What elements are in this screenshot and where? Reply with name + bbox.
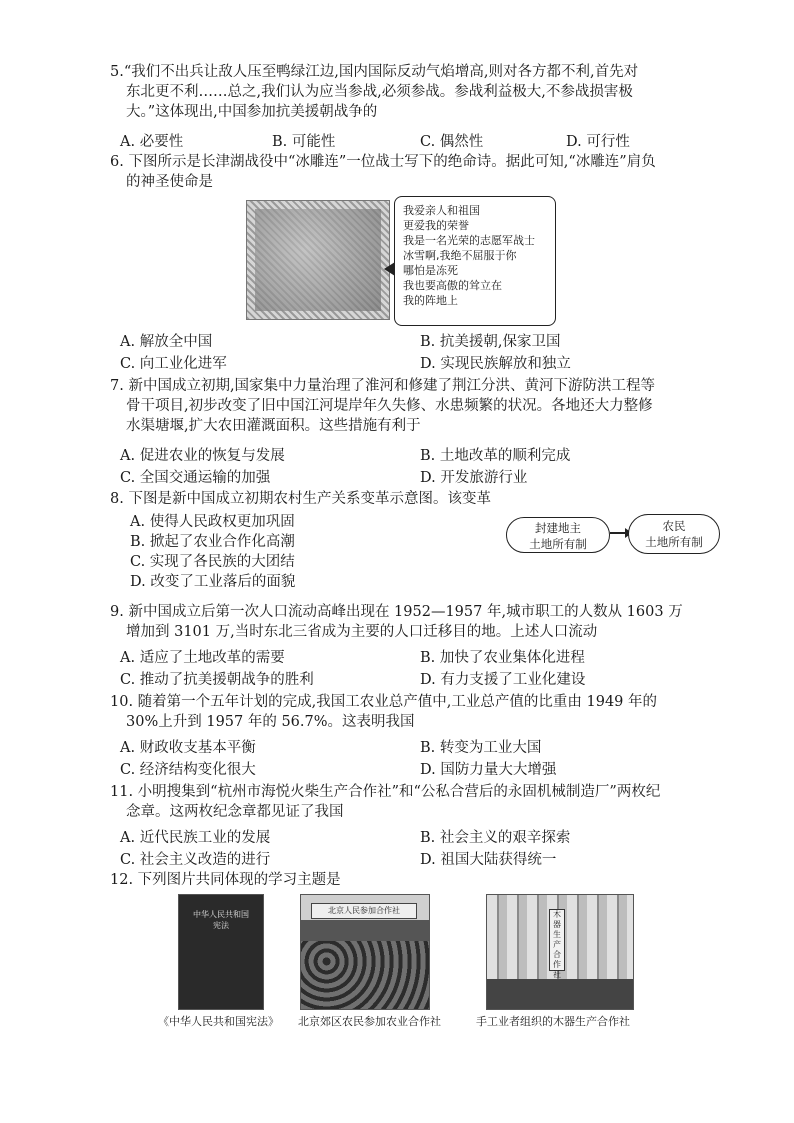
box-line: 土地所有制 bbox=[645, 535, 703, 549]
option-b[interactable]: B. 加快了农业集体化进程 bbox=[420, 650, 585, 666]
question-6-options-row1 bbox=[120, 330, 680, 350]
option-b[interactable]: B. 抗美援朝,保家卫国 bbox=[420, 334, 561, 350]
photo-sign-text: 木器生产合作社 bbox=[549, 909, 565, 971]
option-b[interactable]: B. 土地改革的顺利完成 bbox=[420, 448, 571, 464]
option-c[interactable]: C. 偶然性 bbox=[420, 134, 484, 150]
question-6 bbox=[110, 152, 710, 192]
question-8-options bbox=[130, 512, 390, 592]
poem-line: 我爱亲人和祖国 bbox=[403, 204, 480, 217]
poem-line: 冰雪啊,我绝不屈服于你 bbox=[403, 249, 517, 262]
question-9 bbox=[110, 602, 710, 642]
question-5 bbox=[110, 62, 710, 122]
woodwork-cooperative-photo bbox=[486, 894, 634, 1010]
question-9-line: 增加到 3101 万,当时东北三省成为主要的人口迁移目的地。上述人口流动 bbox=[126, 624, 598, 640]
constitution-book-photo bbox=[178, 894, 264, 1010]
caption-woodwork-cooperative: 手工业者组织的木器生产合作社 bbox=[476, 1015, 630, 1028]
question-6-line: 的神圣使命是 bbox=[126, 174, 213, 190]
poem-line: 哪怕是冻死 bbox=[403, 264, 458, 277]
option-c[interactable]: C. 实现了各民族的大团结 bbox=[130, 554, 295, 570]
book-cover-title: 宪法 bbox=[213, 921, 229, 930]
poem-line: 我也要高傲的耸立在 bbox=[403, 279, 502, 292]
question-10-options-row1 bbox=[120, 736, 680, 756]
question-11-line: 11. 小明搜集到“杭州市海悦火柴生产合作社”和“公私合营后的永固机械制造厂”两枚纪 bbox=[110, 784, 661, 800]
option-d[interactable]: D. 实现民族解放和独立 bbox=[420, 356, 571, 372]
arrow-right-icon bbox=[610, 532, 626, 534]
question-9-options-row2 bbox=[120, 668, 680, 688]
question-8-line: 8. 下图是新中国成立初期农村生产关系变革示意图。该变革 bbox=[110, 491, 491, 507]
option-a[interactable]: A. 解放全中国 bbox=[120, 334, 213, 350]
question-5-line: 大。”这体现出,中国参加抗美援朝战争的 bbox=[126, 104, 378, 120]
poem-line: 我是一名光荣的志愿军战士 bbox=[403, 234, 535, 247]
option-b[interactable]: B. 转变为工业大国 bbox=[420, 740, 542, 756]
box-line: 土地所有制 bbox=[529, 537, 587, 551]
poem-line: 更爱我的荣誉 bbox=[403, 219, 469, 232]
option-d[interactable]: D. 国防力量大大增强 bbox=[420, 762, 557, 778]
option-b[interactable]: B. 可能性 bbox=[272, 134, 336, 150]
option-c[interactable]: C. 向工业化进军 bbox=[120, 356, 227, 372]
question-9-line: 9. 新中国成立后第一次人口流动高峰出现在 1952—1957 年,城市职工的人数从 1603 万 bbox=[110, 604, 683, 620]
option-b[interactable]: B. 掀起了农业合作化高潮 bbox=[130, 534, 295, 550]
question-10-line: 10. 随着第一个五年计划的完成,我国工农业总产值中,工业总产值的比重由 1949 年的 bbox=[110, 694, 658, 710]
peasant-land-ownership-box bbox=[628, 514, 720, 554]
option-a[interactable]: A. 近代民族工业的发展 bbox=[120, 830, 271, 846]
question-10-options-row2 bbox=[120, 758, 680, 778]
option-d[interactable]: D. 祖国大陆获得统一 bbox=[420, 852, 557, 868]
question-8 bbox=[110, 489, 710, 509]
question-7-options-row2 bbox=[120, 466, 680, 486]
book-cover-title: 中华人民共和国 bbox=[193, 910, 249, 919]
option-c[interactable]: C. 全国交通运输的加强 bbox=[120, 470, 271, 486]
option-d[interactable]: D. 改变了工业落后的面貌 bbox=[130, 574, 296, 590]
question-7-options-row1 bbox=[120, 444, 680, 464]
question-6-options-row2 bbox=[120, 352, 680, 372]
question-7-line: 7. 新中国成立初期,国家集中力量治理了淮河和修建了荆江分洪、黄河下游防洪工程等 bbox=[110, 378, 656, 394]
photo-banner-text: 北京人民参加合作社 bbox=[311, 903, 417, 919]
question-11-line: 念章。这两枚纪念章都见证了我国 bbox=[126, 804, 344, 820]
question-7-line: 水渠塘堰,扩大农田灌溉面积。这些措施有利于 bbox=[126, 418, 421, 434]
question-5-line: 东北更不利……总之,我们认为应当参战,必须参战。参战利益极大,不参战损害极 bbox=[126, 84, 633, 100]
caption-farmers-cooperative: 北京郊区农民参加农业合作社 bbox=[298, 1015, 441, 1028]
question-11-options-row2 bbox=[120, 848, 680, 868]
box-line: 封建地主 bbox=[535, 521, 581, 535]
question-5-options bbox=[120, 130, 680, 150]
question-9-options-row1 bbox=[120, 646, 680, 666]
question-12-line: 12. 下列图片共同体现的学习主题是 bbox=[110, 872, 341, 888]
poem-line: 我的阵地上 bbox=[403, 294, 458, 307]
option-a[interactable]: A. 适应了土地改革的需要 bbox=[120, 650, 285, 666]
feudal-land-ownership-box bbox=[506, 517, 610, 553]
question-12 bbox=[110, 870, 710, 890]
farmers-cooperative-photo bbox=[300, 894, 430, 1010]
option-a[interactable]: A. 财政收支基本平衡 bbox=[120, 740, 256, 756]
option-a[interactable]: A. 必要性 bbox=[120, 134, 184, 150]
question-6-line: 6. 下图所示是长津湖战役中“冰雕连”一位战士写下的绝命诗。据此可知,“冰雕连”肩负 bbox=[110, 154, 656, 170]
question-5-line: 5.“我们不出兵让敌人压至鸭绿江边,国内国际反动气焰增高,则对各方都不利,首先对 bbox=[110, 64, 639, 80]
option-c[interactable]: C. 经济结构变化很大 bbox=[120, 762, 256, 778]
option-d[interactable]: D. 可行性 bbox=[566, 134, 630, 150]
option-a[interactable]: A. 使得人民政权更加巩固 bbox=[130, 514, 295, 530]
box-line: 农民 bbox=[662, 519, 686, 533]
option-d[interactable]: D. 有力支援了工业化建设 bbox=[420, 672, 586, 688]
question-11 bbox=[110, 782, 710, 822]
option-c[interactable]: C. 社会主义改造的进行 bbox=[120, 852, 271, 868]
ice-sculpture-photo bbox=[246, 200, 390, 320]
poem-speech-bubble bbox=[394, 196, 556, 326]
option-b[interactable]: B. 社会主义的艰辛探索 bbox=[420, 830, 571, 846]
caption-constitution: 《中华人民共和国宪法》 bbox=[158, 1015, 279, 1028]
question-7-line: 骨干项目,初步改变了旧中国江河堤岸年久失修、水患频繁的状况。各地还大力整修 bbox=[126, 398, 653, 414]
option-d[interactable]: D. 开发旅游行业 bbox=[420, 470, 528, 486]
question-11-options-row1 bbox=[120, 826, 680, 846]
question-7 bbox=[110, 376, 710, 436]
option-a[interactable]: A. 促进农业的恢复与发展 bbox=[120, 448, 285, 464]
question-10-line: 30%上升到 1957 年的 56.7%。这表明我国 bbox=[126, 714, 415, 730]
question-10 bbox=[110, 692, 710, 732]
option-c[interactable]: C. 推动了抗美援朝战争的胜利 bbox=[120, 672, 314, 688]
